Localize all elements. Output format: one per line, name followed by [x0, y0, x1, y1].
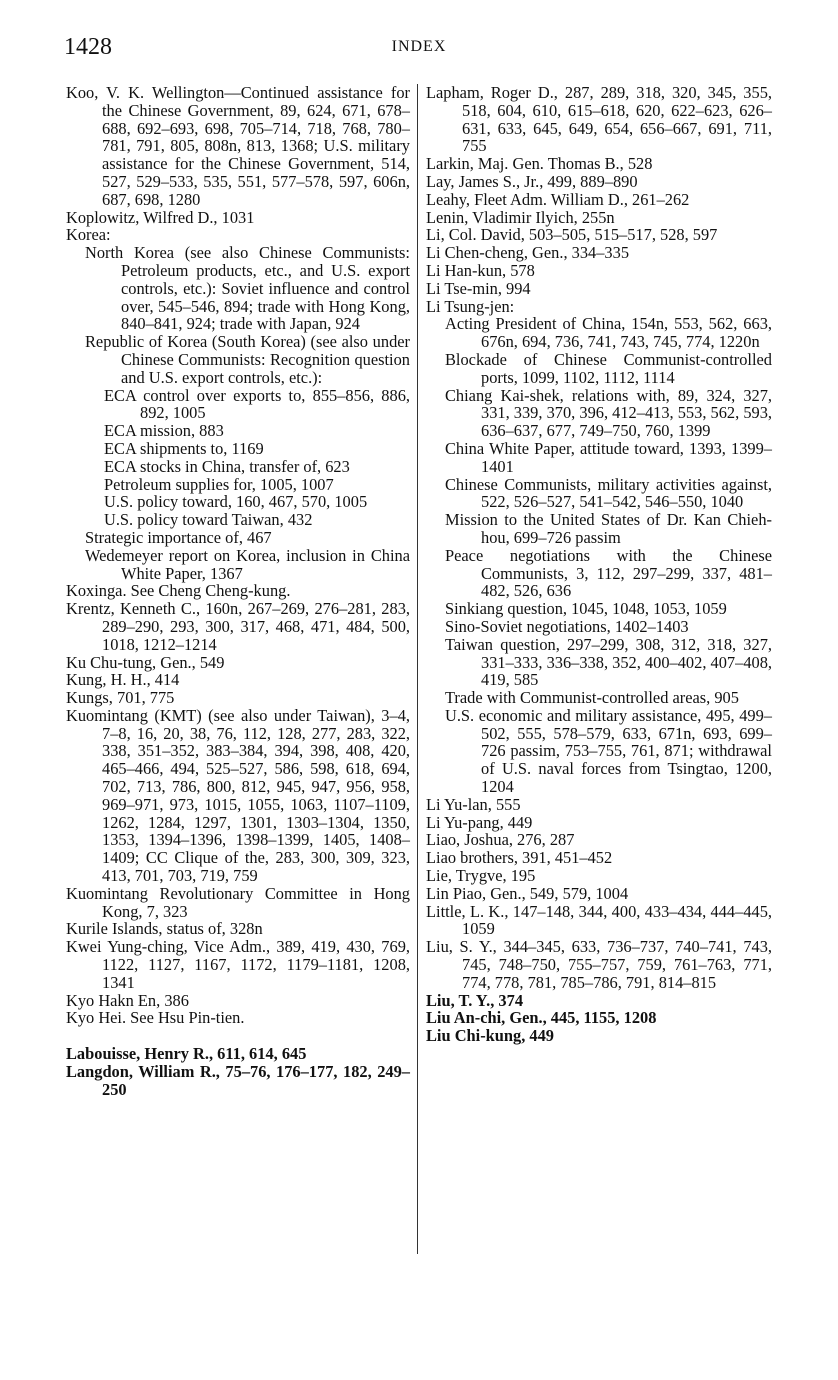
index-column-left	[66, 84, 410, 1098]
index-subentry: ECA stocks in China, transfer of, 623	[104, 456, 350, 476]
index-entry: Lay, James S., Jr., 499, 889–890	[426, 171, 638, 191]
page-number: 1428	[64, 34, 112, 60]
index-entry: Li Chen-cheng, Gen., 334–335	[426, 243, 630, 263]
index-entry: Liu, T. Y., 374	[426, 990, 524, 1010]
index-entry: Li Han-kun, 578	[426, 260, 535, 280]
section-gap	[66, 1027, 410, 1045]
index-entry: Koxinga. See Cheng Cheng-kung.	[66, 581, 291, 601]
index-entry: Lin Piao, Gen., 549, 579, 1004	[426, 883, 629, 903]
index-entry: Li Yu-lan, 555	[426, 794, 521, 814]
index-subentry: Chiang Kai-shek, relations with, 89, 324, 327, 331, 339, 370, 396, 412–413, 553, 562, 593, 636–637, 677, 749–750, 760, 1399	[445, 385, 772, 441]
index-subentry: ECA control over exports to, 855–856, 886, 892, 1005	[104, 385, 410, 423]
index-entry: Lenin, Vladimir Ilyich, 255n	[426, 207, 615, 227]
index-entry: Li Tse-min, 994	[426, 278, 531, 298]
index-entry: Liu Chi-kung, 449	[426, 1026, 554, 1046]
index-subentry: Taiwan question, 297–299, 308, 312, 318, 327, 331–333, 336–338, 352, 400–402, 407–408, 419, 585	[445, 634, 772, 690]
index-entry: Leahy, Fleet Adm. William D., 261–262	[426, 189, 690, 209]
index-subentry: Peace negotiations with the Chinese Communists, 3, 112, 297–299, 337, 481–482, 526, 636	[445, 545, 772, 601]
index-subentry: Sino-Soviet negotiations, 1402–1403	[445, 616, 689, 636]
index-entry: Koo, V. K. Wellington—Continued assistance for the Chinese Government, 89, 624, 671, 678–688, 692–693, 698, 705–714, 718, 768, 780–781, 791, 805, 808n, 813, 1368; U.S. military assistance for the Chinese Government, 514, 527, 529–533, 535, 551, 577–578, 597, 606n, 687, 698, 1280	[66, 83, 410, 209]
index-entry: Krentz, Kenneth C., 160n, 267–269, 276–281, 283, 289–290, 293, 300, 317, 468, 471, 484, 500, 1018, 1212–1214	[66, 599, 410, 654]
index-subentry: Trade with Communist-controlled areas, 905	[445, 688, 739, 708]
index-entry: Larkin, Maj. Gen. Thomas B., 528	[426, 154, 653, 174]
index-entry: Liao, Joshua, 276, 287	[426, 830, 575, 850]
index-entry: Liao brothers, 391, 451–452	[426, 848, 613, 868]
index-entry: Lie, Trygve, 195	[426, 866, 536, 886]
index-entry: Kyo Hei. See Hsu Pin-tien.	[66, 1008, 245, 1028]
page-title: INDEX	[391, 38, 447, 55]
index-subentry: Mission to the United States of Dr. Kan Chieh-hou, 699–726 passim	[445, 510, 772, 547]
index-entry: Liu An-chi, Gen., 445, 1155, 1208	[426, 1008, 657, 1028]
index-entry: Labouisse, Henry R., 611, 614, 645	[66, 1044, 307, 1064]
index-subentry: U.S. economic and military assistance, 495, 499–502, 555, 578–579, 633, 671n, 693, 699–726 passim, 753–755, 761, 871; withdrawal of U.S. naval forces from Tsingtao, 1200, 1204	[445, 705, 772, 797]
index-entry: Kyo Hakn En, 386	[66, 990, 189, 1010]
index-entry: Liu, S. Y., 344–345, 633, 736–737, 740–741, 743, 745, 748–750, 755–757, 759, 761–763, 771, 774, 778, 781, 785–786, 791, 814–815	[426, 937, 772, 992]
index-entry: Koplowitz, Wilfred D., 1031	[66, 207, 255, 227]
index-entry: Langdon, William R., 75–76, 176–177, 182, 249–250	[66, 1061, 410, 1099]
index-subentry: Blockade of Chinese Communist-controlled ports, 1099, 1102, 1112, 1114	[445, 349, 772, 387]
index-entry: Kungs, 701, 775	[66, 688, 175, 708]
index-subentry: Republic of Korea (South Korea) (see also under Chinese Communists: Recognition question and U.S. export controls, etc.):	[85, 332, 410, 387]
index-subentry: Wedemeyer report on Korea, inclusion in China White Paper, 1367	[85, 545, 410, 583]
index-entry: Kuomintang Revolutionary Committee in Hong Kong, 7, 323	[66, 883, 410, 921]
index-column-right	[426, 84, 772, 1045]
index-subentry: Chinese Communists, military activities against, 522, 526–527, 541–542, 546–550, 1040	[445, 474, 772, 512]
index-entry: Korea:	[66, 225, 111, 245]
index-subentry: Sinkiang question, 1045, 1048, 1053, 1059	[445, 599, 727, 619]
index-entry: Lapham, Roger D., 287, 289, 318, 320, 345, 355, 518, 604, 610, 615–618, 620, 622–623, 626–631, 633, 645, 649, 654, 656–667, 691, 711, 755	[426, 83, 772, 156]
index-entry: Kwei Yung-ching, Vice Adm., 389, 419, 430, 769, 1122, 1127, 1167, 1172, 1179–1181, 1208, 1341	[66, 937, 410, 992]
index-subentry: North Korea (see also Chinese Communists: Petroleum products, etc., and U.S. export controls, etc.): Soviet influence and control over, 545–546, 894; trade with Hong Kong, 840–841, 924; trade with Japan, 924	[85, 243, 410, 334]
index-subentry: China White Paper, attitude toward, 1393, 1399–1401	[445, 438, 772, 476]
index-entry: Kuomintang (KMT) (see also under Taiwan), 3–4, 7–8, 16, 20, 38, 76, 112, 128, 277, 283, 322, 338, 351–352, 383–384, 394, 398, 408, 420, 465–466, 494, 525–527, 586, 598, 618, 694, 702, 713, 786, 800, 812, 945, 947, 956, 958, 969–971, 973, 1015, 1055, 1063, 1107–1109, 1262, 1284, 1297, 1301, 1303–1304, 1350, 1353, 1394–1396, 1398–1399, 1405, 1408–1409; CC Clique of the, 283, 300, 309, 323, 413, 701, 703, 719, 759	[66, 705, 410, 886]
index-entry: Li Yu-pang, 449	[426, 812, 533, 832]
index-entry: Kung, H. H., 414	[66, 670, 180, 690]
index-entry: Little, L. K., 147–148, 344, 400, 433–434, 444–445, 1059	[426, 901, 772, 939]
index-subentry: ECA mission, 883	[104, 421, 224, 441]
index-entry: Kurile Islands, status of, 328n	[66, 919, 263, 939]
index-subentry: Strategic importance of, 467	[85, 527, 272, 547]
column-divider	[417, 84, 418, 1254]
index-subentry: Petroleum supplies for, 1005, 1007	[104, 474, 334, 494]
index-subentry: Acting President of China, 154n, 553, 562, 663, 676n, 694, 736, 741, 743, 745, 774, 1220n	[445, 314, 772, 352]
index-subentry: U.S. policy toward Taiwan, 432	[104, 510, 313, 530]
index-subentry: ECA shipments to, 1169	[104, 438, 264, 458]
index-subentry: U.S. policy toward, 160, 467, 570, 1005	[104, 492, 368, 512]
index-entry: Li, Col. David, 503–505, 515–517, 528, 597	[426, 225, 718, 245]
index-entry: Ku Chu-tung, Gen., 549	[66, 652, 225, 672]
index-entry: Li Tsung-jen:	[426, 296, 515, 316]
